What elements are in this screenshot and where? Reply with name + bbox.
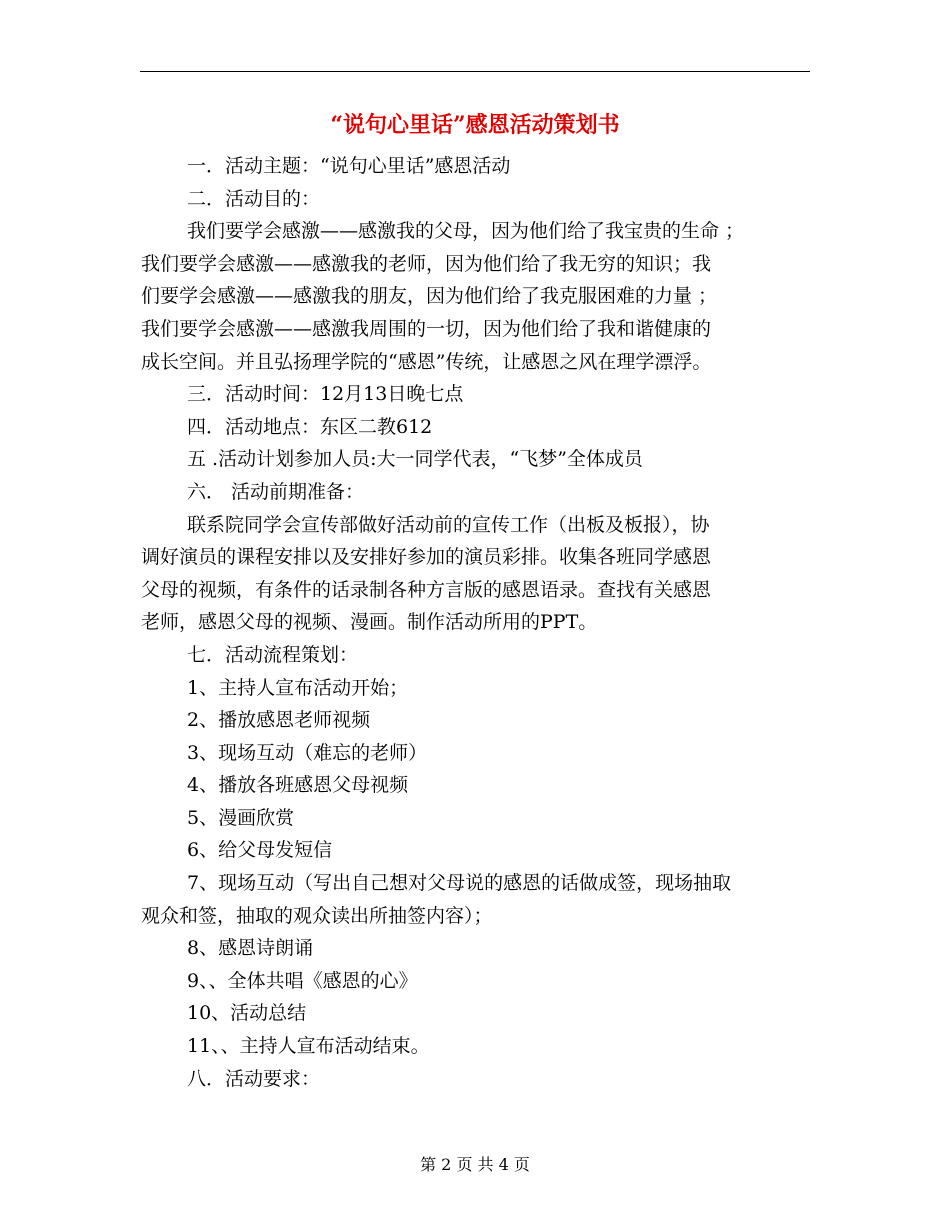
text-line: 联系院同学会宣传部做好活动前的宣传工作（出板及板报），协 [187,513,710,536]
text-line: 5、漫画欣赏 [187,806,295,829]
text-line: 我们要学会感激——感激我的父母，因为他们给了我宝贵的生命 ； [187,220,745,243]
text-line: 3、现场互动（难忘的老师） [187,741,428,764]
text-line: 八．活动要求： [187,1067,321,1090]
text-line: 我们要学会感激——感激我周围的一切，因为他们给了我和谐健康的 [141,317,712,340]
text-line: 我们要学会感激——感激我的老师，因为他们给了我无穷的知识；我 [141,252,712,275]
text-line: 们要学会感激——感激我的朋友，因为他们给了我克服困难的力量 ； [141,285,718,308]
text-line: 父母的视频，有条件的话录制各种方言版的感恩语录。查找有关感恩 [141,578,712,601]
text-line: 8、感恩诗朗诵 [187,937,314,960]
text-line: 6、给父母发短信 [187,839,333,862]
text-line: 9、、全体共唱《感恩的心》 [187,969,418,992]
text-line: 三．活动时间：12月13日晚七点 [187,383,464,406]
document-body [141,150,813,1095]
text-line: 一．活动主题：“说句心里话”感恩活动 [187,155,511,177]
text-line: 七．活动流程策划： [187,643,359,666]
page-title: “说句心里话”感恩活动策划书 [330,112,620,138]
text-line: 10、活动总结 [187,1002,307,1025]
text-line: 二．活动目的： [187,187,321,210]
text-line: 观众和签，抽取的观众读出所抽签内容）； [141,904,493,927]
text-line: 五 .活动计划参加人员:大一同学代表，“飞梦”全体成员 [187,448,643,471]
text-line: 成长空间。并且弘扬理学院的“感恩”传统，让感恩之风在理学漂浮。 [141,350,712,373]
text-line: 4、播放各班感恩父母视频 [187,774,409,797]
text-line: 六． 活动前期准备： [187,480,365,503]
text-line: 调好演员的课程安排以及安排好参加的演员彩排。收集各班同学感恩 [141,546,712,569]
text-line: 7、现场互动（写出自己想对父母说的感恩的话做成签，现场抽取 [187,872,732,895]
header-rule [140,71,810,72]
text-line: 11、、主持人宣布活动结束。 [187,1035,430,1058]
text-line: 四．活动地点：东区二教612 [187,415,433,438]
text-line: 1、主持人宣布活动开始； [187,676,409,699]
text-line: 2、播放感恩老师视频 [187,709,371,732]
text-line: 老师，感恩父母的视频、漫画。制作活动所用的PPT。 [141,611,598,634]
page-footer: 第 2 页 共 4 页 [420,1155,530,1174]
